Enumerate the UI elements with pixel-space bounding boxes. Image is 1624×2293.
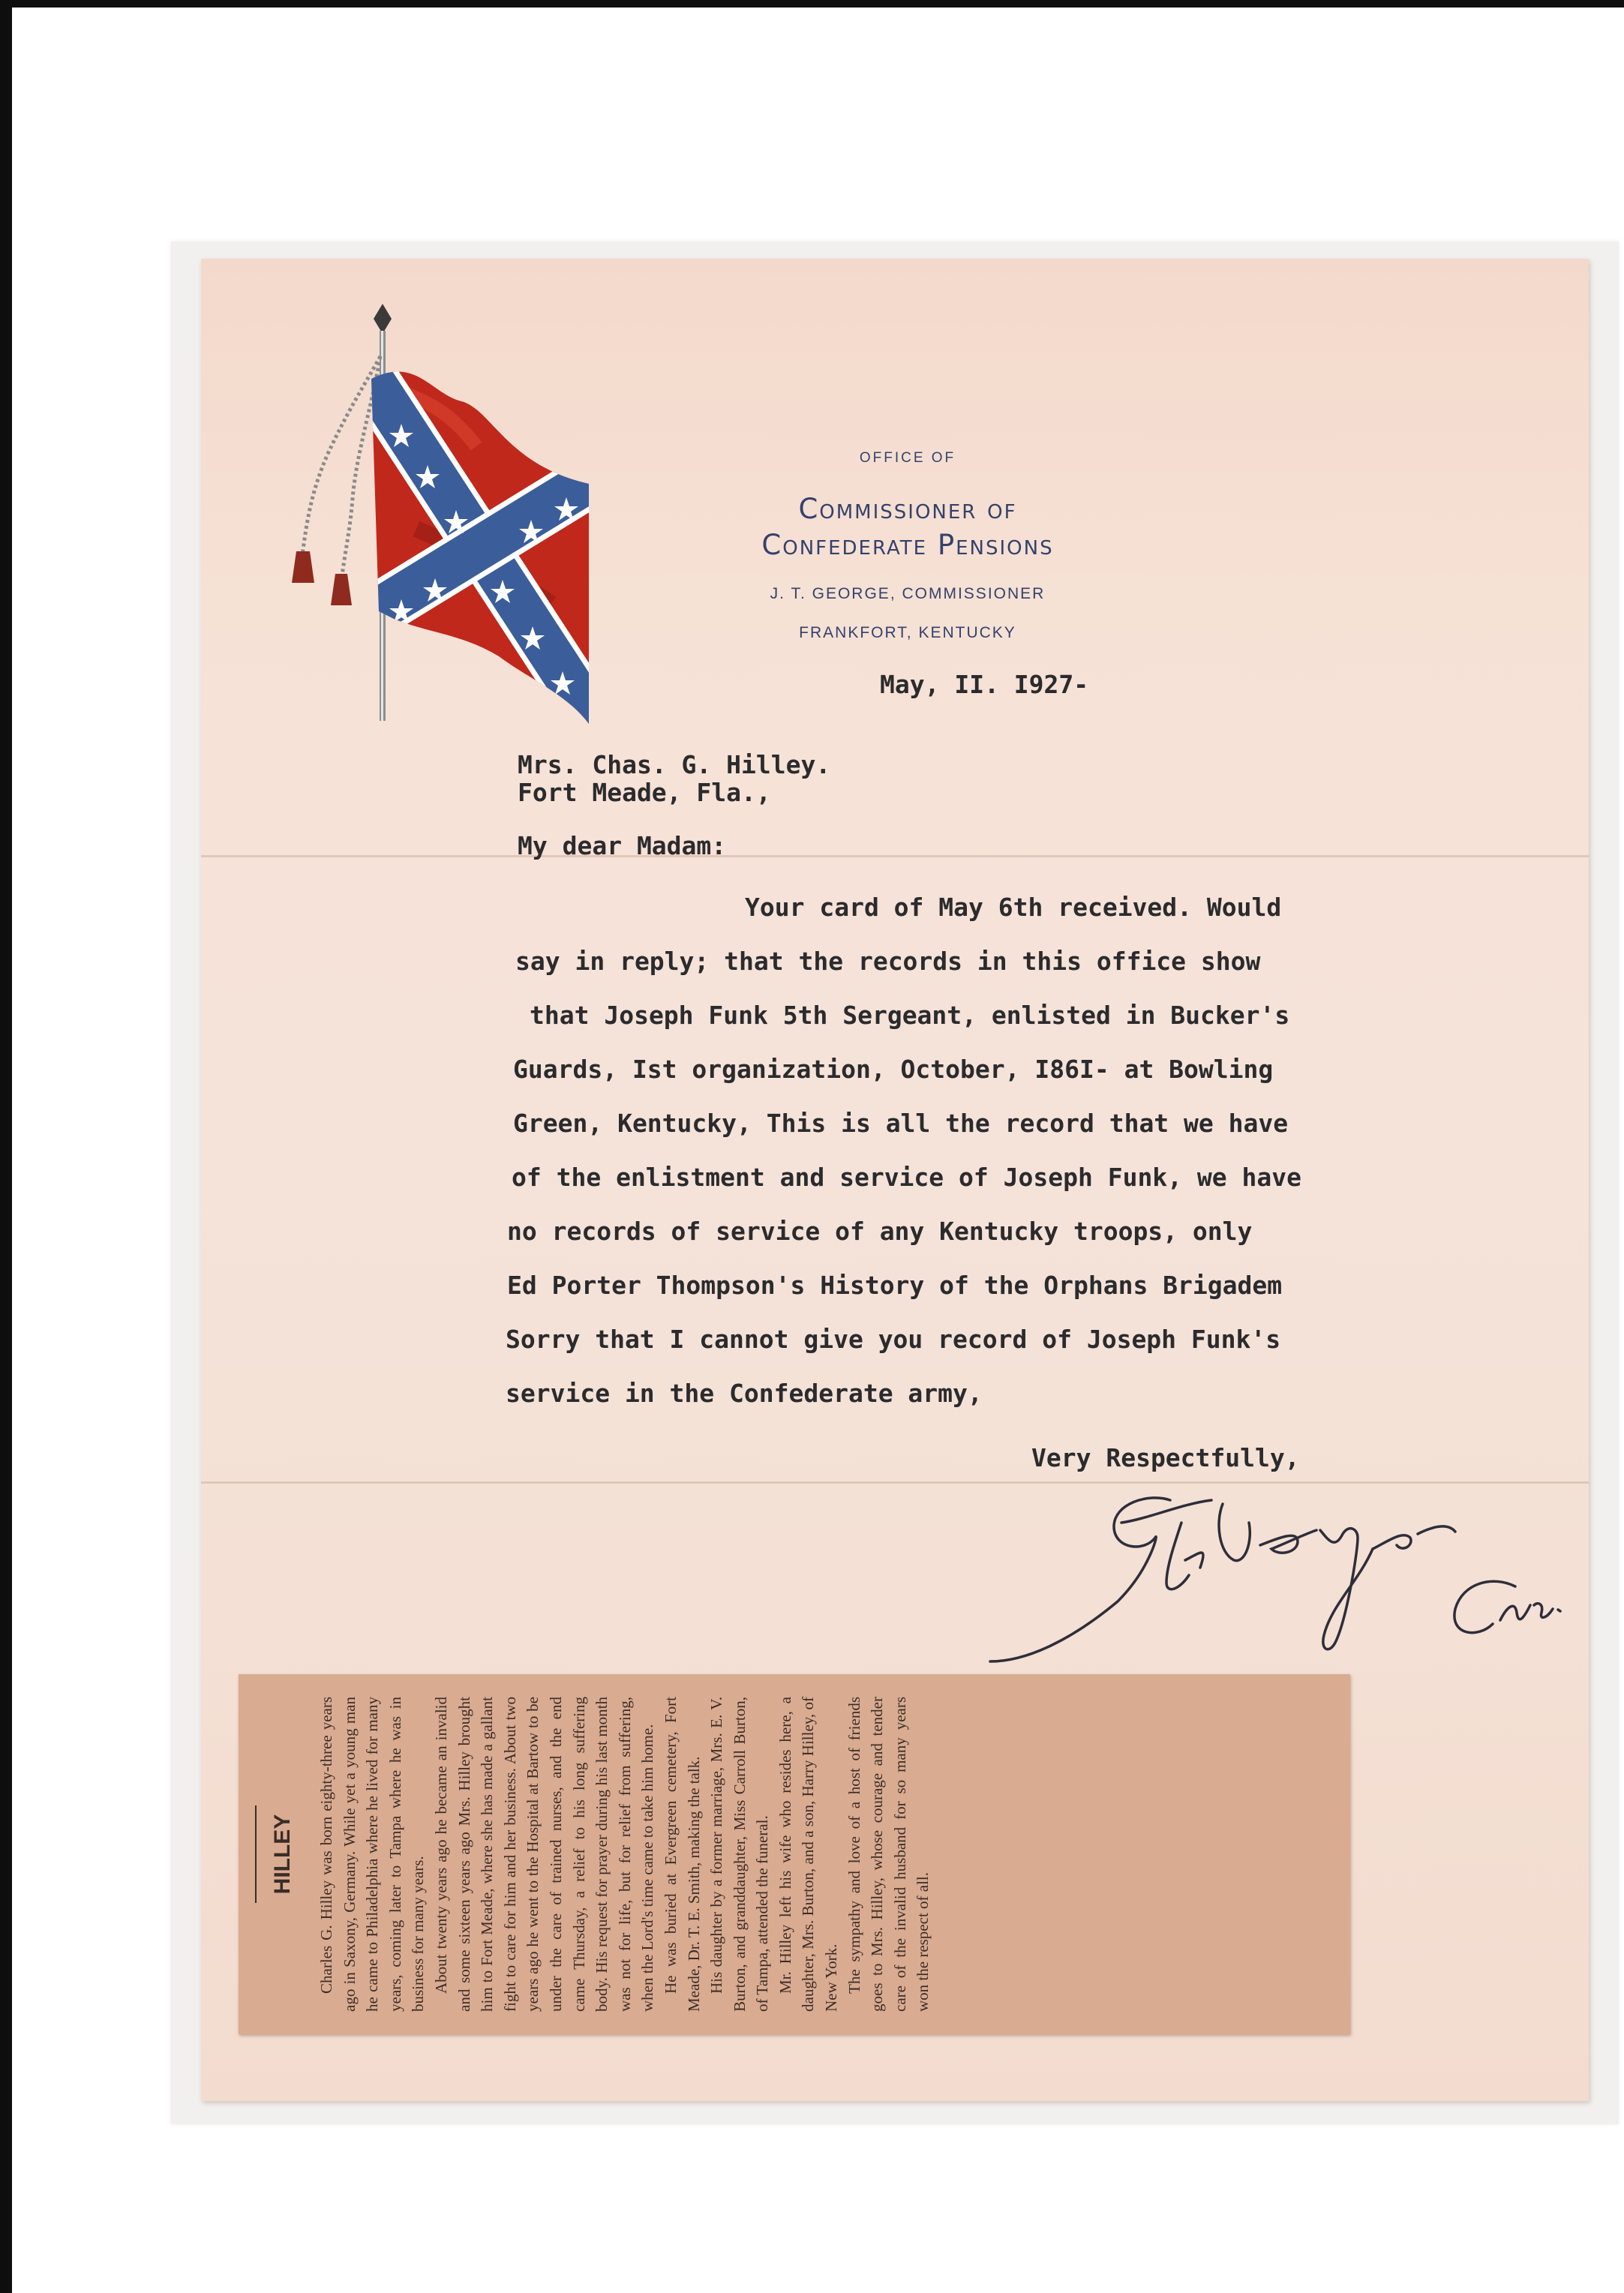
- letterhead-office-of: OFFICE OF: [859, 450, 956, 466]
- clipping-paragraph: About twenty years ago he became an invalid and some sixteen years ago Mrs. Hilley brought him to Fort Meade, where she has made a gallant fight to care for him and her business. About two years ago he went to the Hospital at Bartow to be under the care of trained nurses, and the end came Thursday, a relief to his long suffering body. His request for prayer during his last month was not for life, but for relief from suffering, when the Lord's time came to take him home.: [431, 1697, 657, 2012]
- letter-body-line: Green, Kentucky, This is all the record that we have: [513, 1109, 1289, 1138]
- salutation: My dear Madam:: [518, 831, 727, 860]
- letter-date: May, II. I927-: [880, 670, 1089, 699]
- clipping-headline: HILLEY: [270, 1814, 295, 1895]
- letterhead-location: FRANKFORT, KENTUCKY: [799, 624, 1016, 641]
- letter-body-line: of the enlistment and service of Joseph Funk, we have: [512, 1163, 1301, 1192]
- recipient-address: Fort Meade, Fla.,: [518, 778, 771, 807]
- letter-body-line: say in reply; that the records in this office show: [515, 947, 1261, 976]
- letter-body-line: that Joseph Funk 5th Sergeant, enlisted in Bucker's: [530, 1001, 1290, 1030]
- recipient-name: Mrs. Chas. G. Hilley.: [518, 750, 831, 779]
- letterhead-title: Commissioner of: [798, 493, 1017, 525]
- clipping-paragraph: He was buried at Evergreen cemetery, Fort Meade, Dr. T. E. Smith, making the talk.: [661, 1697, 703, 2012]
- clipping-paragraph: His daughter by a former marriage, Mrs. E. V. Burton, and granddaughter, Miss Carroll Burton, of Tampa, attended the funeral.: [707, 1697, 772, 2012]
- scan-top-edge: [0, 0, 1624, 8]
- paper-fold: [201, 855, 1589, 857]
- closing: Very Respectfully,: [1031, 1443, 1300, 1472]
- letter-body-line: Guards, Ist organization, October, I86I- at Bowling: [513, 1055, 1274, 1084]
- clipping-rule: [255, 1805, 257, 1903]
- clipping-column: [239, 1674, 1350, 2034]
- scan-left-edge: [0, 0, 12, 2293]
- clipping-paragraph: The sympathy and love of a host of friends goes to Mrs. Hilley, whose courage and tender care of the invalid husband for so many years won the respect of all.: [845, 1697, 932, 2012]
- newspaper-clipping: [239, 1674, 1350, 2034]
- letter-body-line: Sorry that I cannot give you record of Joseph Funk's: [506, 1325, 1281, 1354]
- letter-body-line: service in the Confederate army,: [506, 1379, 983, 1408]
- letterhead-title: Confederate Pensions: [761, 529, 1054, 561]
- letter-body-line: no records of service of any Kentucky troops, only: [507, 1217, 1253, 1246]
- clipping-paragraph: Charles G. Hilley was born eighty-three years ago in Saxony, Germany. While yet a young man he came to Philadelphia where he lived for many years, coming later to Tampa where he was in business for many years.: [317, 1697, 428, 2012]
- confederate-flag-icon: [281, 304, 604, 724]
- letter-body-line: Your card of May 6th received. Would: [745, 893, 1282, 922]
- clipping-paragraph: Mr. Hilley left his wife who resides here, a daughter, Mrs. Burton, and a son, Harry Hilley, of New York.: [776, 1697, 841, 2012]
- letter-body-line: Ed Porter Thompson's History of the Orphans Brigadem: [507, 1271, 1283, 1300]
- signature-mark: [983, 1470, 1568, 1688]
- letterhead-commissioner: J. T. GEORGE, COMMISSIONER: [770, 585, 1046, 602]
